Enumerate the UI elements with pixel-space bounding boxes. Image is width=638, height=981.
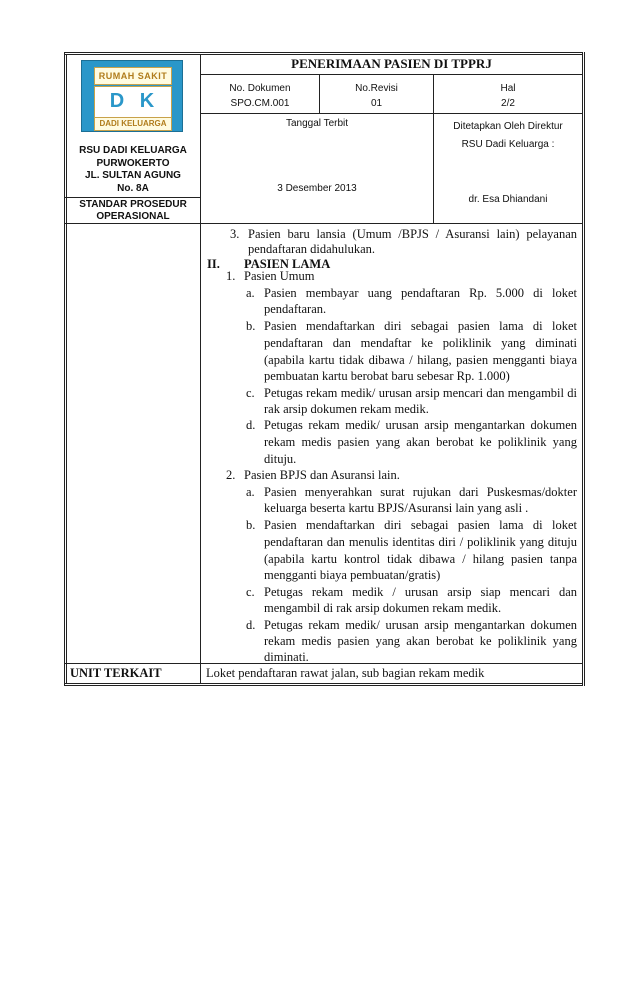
group-1-number: 1. xyxy=(226,269,236,283)
ditetapkan-cell xyxy=(434,118,582,154)
group-1-item-b-line-2: pendaftaran dan mendaftar ke poliklinik yang diminati xyxy=(264,336,577,350)
group-1-item-d-letter: d. xyxy=(246,418,256,432)
tanggal-terbit-label: Tanggal Terbit xyxy=(285,118,349,129)
unit-terkait-label: UNIT TERKAIT xyxy=(70,666,162,680)
group-2-item-d-line-2: rekam medis pasien yang akan berobat ke poliklinik yang xyxy=(264,634,577,648)
group-2-number: 2. xyxy=(226,468,236,482)
hal-cell xyxy=(434,81,582,111)
group-1-item-b-line-4: pembuatan kartu berobat baru sebesar Rp. 1.000) xyxy=(264,369,510,383)
no-dokumen-cell xyxy=(201,81,319,111)
ditetapkan-label: Ditetapkan Oleh Direktur xyxy=(453,121,563,132)
group-2-item-d-line-1: Petugas rekam medik/ urusan arsip mengantarkan dokumen xyxy=(264,618,577,632)
table-border-left xyxy=(64,52,65,686)
sop-label-line-2: OPERASIONAL xyxy=(96,211,170,222)
group-2-item-a-letter: a. xyxy=(246,485,255,499)
group-2-item-b-line-1: Pasien mendaftarkan diri sebagai pasien lama di loket xyxy=(264,518,577,532)
group-1-item-c-line-2: rak arsip dokumen rekam medik. xyxy=(264,402,429,416)
hospital-street: JL. SULTAN AGUNG xyxy=(85,170,181,181)
section-2-title: PASIEN LAMA xyxy=(244,257,331,271)
header-bottom-divider xyxy=(65,223,583,224)
group-1-item-c-letter: c. xyxy=(246,386,255,400)
table-border-top-inner xyxy=(65,54,583,55)
hal-label: Hal xyxy=(500,83,516,94)
group-1-item-a-line-1: Pasien membayar uang pendaftaran Rp. 5.000 di loket xyxy=(264,286,577,300)
no-revisi-cell xyxy=(320,81,433,111)
document-title: PENERIMAAN PASIEN DI TPPRJ xyxy=(291,56,492,71)
logo-bottom-text: DADI KELUARGA xyxy=(94,117,172,131)
no-dokumen-value: SPO.CM.001 xyxy=(230,98,290,109)
hal-value: 2/2 xyxy=(501,98,515,109)
docinfo-row-divider xyxy=(200,113,583,114)
group-1-item-b-line-3: (apabila kartu tidak dibawa / hilang, pasien mengganti biaya xyxy=(264,353,577,367)
table-border-right-inner xyxy=(584,52,585,686)
group-2-item-a-line-2: keluarga beserta kartu BPJS/Asuransi lain yang asli . xyxy=(264,501,529,515)
table-border-top xyxy=(65,52,583,53)
table-border-bottom-inner xyxy=(65,685,583,686)
section-2-number: II. xyxy=(207,257,220,271)
group-1-item-a-line-2: pendaftaran. xyxy=(264,302,327,316)
group-2-item-c-line-2: mengambil di rak arsip dokumen rekam medik. xyxy=(264,601,502,615)
item-3-line-1: Pasien baru lansia (Umum /BPJS / Asuransi lain) pelayanan xyxy=(248,227,577,241)
hospital-city: PURWOKERTO xyxy=(96,157,170,169)
sop-row-divider xyxy=(65,197,200,198)
logo-letter-k: K xyxy=(139,90,155,112)
no-dokumen-label: No. Dokumen xyxy=(229,83,291,94)
group-1-item-d-line-2: rekam medis pasien yang akan berobat ke poliklinik yang xyxy=(264,435,577,449)
ditetapkan-org: RSU Dadi Keluarga : xyxy=(461,139,555,150)
group-1-item-d-line-1: Petugas rekam medik/ urusan arsip mengantarkan dokumen xyxy=(264,418,577,432)
group-2-item-b-letter: b. xyxy=(246,518,256,532)
director-name: dr. Esa Dhiandani xyxy=(468,194,548,205)
item-3-line-2: pendaftaran didahulukan. xyxy=(248,242,376,256)
group-1-item-b-letter: b. xyxy=(246,319,256,333)
tanggal-terbit-value: 3 Desember 2013 xyxy=(277,183,357,194)
column-divider xyxy=(200,54,201,684)
group-2-item-d-letter: d. xyxy=(246,618,256,632)
title-row-divider xyxy=(200,74,583,75)
group-1-item-b-line-1: Pasien mendaftarkan diri sebagai pasien lama di loket xyxy=(264,319,577,333)
group-1-item-a-letter: a. xyxy=(246,286,255,300)
table-border-bottom xyxy=(65,683,583,684)
hospital-number: No. 8A xyxy=(117,182,149,194)
item-3-number: 3. xyxy=(230,227,240,241)
group-2-item-d-line-3: diminati. xyxy=(264,650,309,664)
table-border-right xyxy=(582,52,583,686)
group-2-item-c-line-1: Petugas rekam medik / urusan arsip siap mencari dan xyxy=(264,585,577,599)
group-2-item-b-line-3: (apabila kartu kontrol tidak dibawa / hilang pasien tanpa xyxy=(264,552,577,566)
group-1-item-c-line-1: Petugas rekam medik/ urusan arsip mencari dan mengambil di xyxy=(264,386,577,400)
unit-terkait-value: Loket pendaftaran rawat jalan, sub bagian rekam medik xyxy=(206,666,485,680)
hospital-info xyxy=(66,145,200,195)
hospital-logo xyxy=(81,60,183,132)
logo-letter-d: D xyxy=(109,90,125,112)
logo-top-text: RUMAH SAKIT xyxy=(94,67,172,85)
group-2-item-a-line-1: Pasien menyerahkan surat rujukan dari Puskesmas/dokter xyxy=(264,485,577,499)
sop-label xyxy=(66,199,200,223)
group-1-item-d-line-3: dituju. xyxy=(264,452,297,466)
group-1-title: Pasien Umum xyxy=(244,269,315,283)
group-2-title: Pasien BPJS dan Asuransi lain. xyxy=(244,468,400,482)
body-bottom-divider xyxy=(65,663,583,664)
sop-label-line-1: STANDAR PROSEDUR xyxy=(79,199,187,210)
hospital-name: RSU DADI KELUARGA xyxy=(79,145,187,156)
group-2-item-b-line-4: mengganti biaya pembuatan/gratis) xyxy=(264,568,441,582)
group-2-item-c-letter: c. xyxy=(246,585,255,599)
no-revisi-label: No.Revisi xyxy=(355,83,398,94)
group-2-item-b-line-2: pendaftaran dan menulis identitas diri / poliklinik yang dituju xyxy=(264,535,577,549)
no-revisi-value: 01 xyxy=(370,98,383,109)
